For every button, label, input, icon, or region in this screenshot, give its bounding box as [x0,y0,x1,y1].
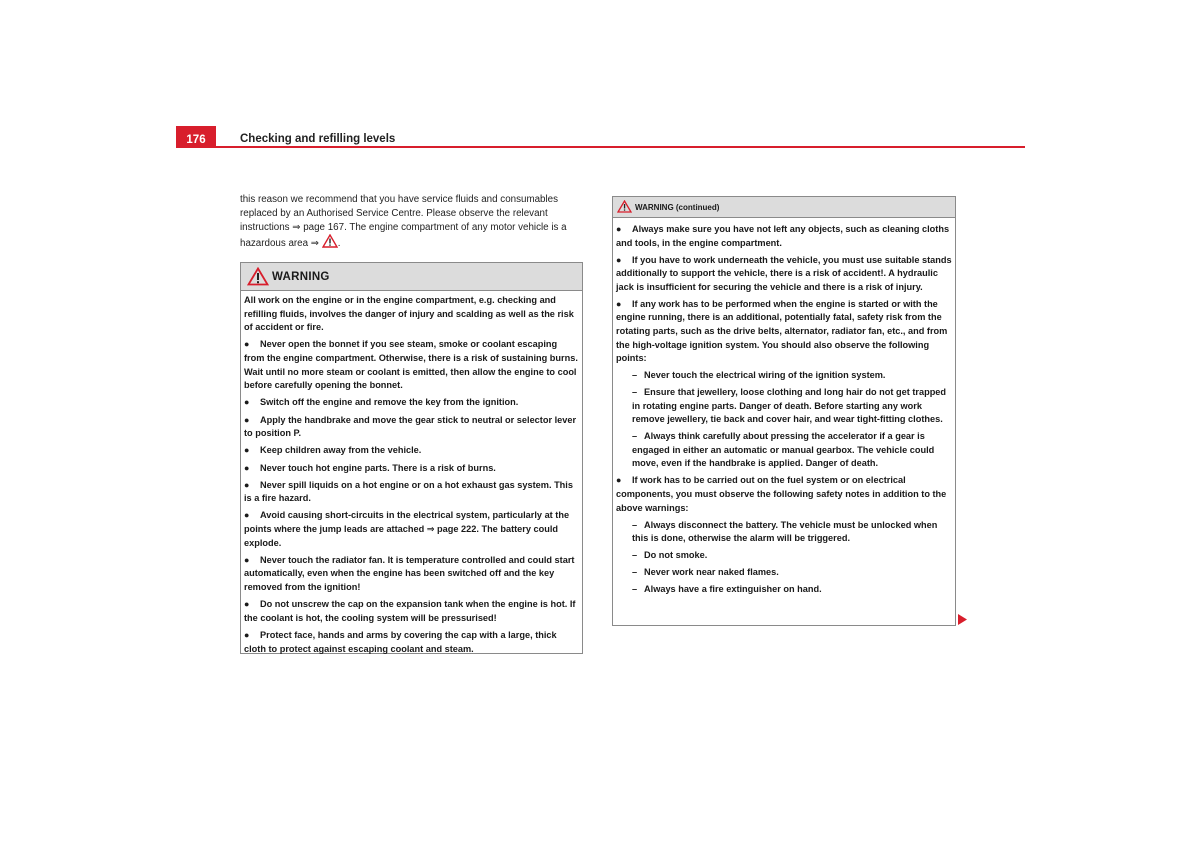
intro-paragraph [240,193,585,253]
dash-icon: – [632,584,638,595]
bullet-icon: ● [616,254,622,265]
intro-end: . [337,238,341,250]
sub-list-item: – Ensure that jewellery, loose clothing and long hair do not get trapped in rotating engine parts. Danger of death. Before starting any work remove jewellery, tie back and cover hair, and wear tight-fitting clothes. [632,387,947,425]
warning-body [241,291,582,656]
list-item: ● Never touch the radiator fan. It is temperature controlled and could start automatically, even when the engine has been switched off and the key removed from the ignition! [244,554,575,593]
bullet-icon: ● [244,339,250,350]
list-item: ● Apply the handbrake and move the gear stick to neutral or selector lever to position P. [244,414,577,439]
page-header [176,126,1025,148]
warning-lead: All work on the engine or in the engine compartment, e.g. checking and refilling fluids, involves the danger of injury and scalding as well as the risk of accident or fire. [244,295,574,333]
triangle-right-icon [958,612,967,630]
bullet-icon: ● [244,599,250,610]
dash-icon: – [632,370,638,381]
bullet-icon: ● [244,445,250,456]
dash-icon: – [632,387,638,398]
bullet-icon: ● [616,475,622,486]
bullet-icon: ● [616,224,622,234]
warning-continued-header [613,197,955,218]
list-item: ● Do not unscrew the cap on the expansion tank when the engine is hot. If the coolant is hot, the cooling system will be pressurised! [244,599,576,623]
header-rule [216,146,1025,148]
warning-box [240,262,583,654]
list-item: ● If work has to be carried out on the fuel system or on electrical components, you must observe the following safety notes in addition to the above warnings: [616,475,947,513]
warning-triangle-icon [322,234,338,253]
list-item: ● Never touch hot engine parts. There is a risk of burns. [244,462,579,476]
sub-list-item: – Never touch the electrical wiring of the ignition system. [616,369,952,383]
warning-continued-body [613,218,955,597]
bullet-icon: ● [244,510,250,521]
bullet-icon: ● [616,298,622,309]
dash-icon: – [632,567,638,578]
list-item: ● Protect face, hands and arms by covering the cap with a large, thick cloth to protect against escaping coolant and steam. [244,630,557,654]
list-item: ● If you have to work underneath the vehicle, you must use suitable stands additionally to support the vehicle, there is a risk of accident!. A hydraulic jack is insufficient for securing the vehicle and there is a risk of injury. [616,254,952,292]
list-item: ● If any work has to be performed when the engine is started or with the engine running, there is an additional, potentially fatal, safety risk from the rotating parts, such as the drive belts, alternator, radiator fan, etc., and from the high-voltage ignition system. You should also observe the following points: [616,298,948,364]
section-title: Checking and refilling levels [240,133,396,145]
bullet-icon: ● [244,630,250,640]
bullet-icon: ● [244,397,250,408]
sub-list-item: – Never work near naked flames. [616,566,952,580]
list-item: ● Never spill liquids on a hot engine or on a hot exhaust gas system. This is a fire hazard. [244,479,573,504]
dash-icon: – [632,519,638,530]
warning-header [241,263,582,291]
list-item: ● Never open the bonnet if you see steam, smoke or coolant escaping from the engine compartment. Otherwise, there is a risk of sustaining burns. Wait until no more steam or coolant is emitted, then allow the engine to cool before carefully opening the bonnet. [244,339,578,391]
bullet-icon: ● [244,462,250,473]
list-item: ● Keep children away from the vehicle. [244,444,579,458]
sub-list-item: – Always have a fire extinguisher on hand. [616,583,952,597]
dash-icon: – [632,550,638,561]
warning-triangle-icon [617,200,632,218]
dash-icon: – [632,431,638,442]
bullet-icon: ● [244,554,250,565]
page-number: 176 [176,126,216,148]
sub-list-item: – Do not smoke. [616,549,952,563]
list-item: ● Always make sure you have not left any objects, such as cleaning cloths and tools, in the engine compartment. [616,224,950,248]
warning-triangle-icon [247,267,269,291]
warning-title: WARNING [272,271,330,283]
warning-continued-title: WARNING (continued) [635,203,720,212]
list-item: ● Avoid causing short-circuits in the electrical system, particularly at the points where the jump leads are attached ⇒ page 222. The battery could explode. [244,510,570,548]
warning-continued-box [612,196,956,626]
sub-list-item: – Always disconnect the battery. The vehicle must be unlocked when this is done, otherwise the alarm will be triggered. [632,519,938,544]
sub-list-item: – Always think carefully about pressing the accelerator if a gear is engaged in either an automatic or manual gearbox. The vehicle could move, even if the handbrake is applied. Danger of death. [632,431,935,469]
bullet-icon: ● [244,414,250,425]
list-item: ● Switch off the engine and remove the key from the ignition. [244,396,579,410]
intro-text: this reason we recommend that you have service fluids and consumables replaced by an Authorised Service Centre. Please observe the relevant instructions ⇒ page 167. The engine compartment of any motor vehicle is a hazardous area ⇒ [240,194,567,250]
bullet-icon: ● [244,479,250,490]
